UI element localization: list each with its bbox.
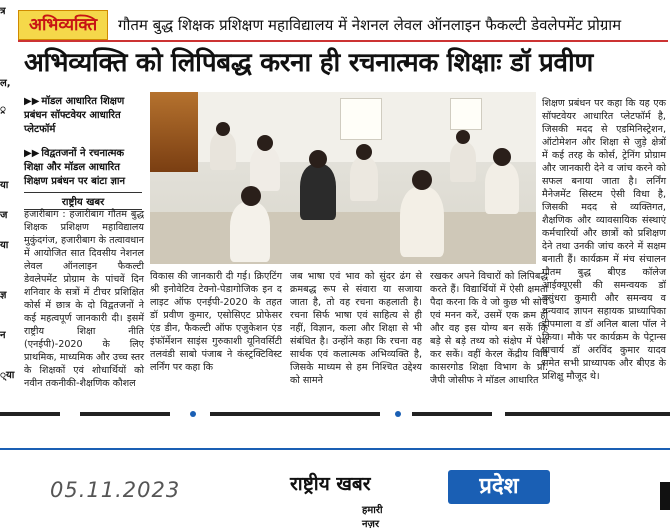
fragment-text: ज्ञ <box>0 290 7 301</box>
section-tag: अभिव्यक्ति <box>18 10 108 40</box>
highlight-bullets <box>24 95 142 199</box>
masthead-title: राष्ट्रीय खबर <box>290 468 450 500</box>
student-figure <box>485 162 519 214</box>
student-figure <box>350 157 378 201</box>
header-strip <box>18 10 668 42</box>
masthead-edition: प्रदेश <box>448 470 550 504</box>
newspaper-footer <box>0 448 670 530</box>
fragment-text: ्र <box>0 104 6 115</box>
fragment-text: न <box>0 330 6 341</box>
bullet-text: मॉडल आधारित शिक्षण प्रबंधन सॉफ्टवेयर आधारित प्लेटफॉर्म <box>24 96 125 135</box>
divider-dash <box>210 412 380 416</box>
divider-dot <box>190 411 196 417</box>
student-figure <box>250 147 280 191</box>
divider-dash <box>412 412 492 416</box>
arrow-bullet-icon: ▶▶ <box>24 96 40 107</box>
article-column: रखकर अपने विचारों को लिपिबद्ध करते हैं। विद्यार्थियों में ऐसी क्षमता पैदा करना कि वे जो कुछ भी सोचें एवं मनन करें, उसमें एक क्रम हो और वह इस योग्य बन सकें कि बड़े से बड़े तथ्य को संक्षेप में पेश कर सकें। वहीं केरल केंद्रीय विवि कासरगोड शिक्षा विभाग के प्रो. जैपी जोसीफ ने मॉडल आधारित <box>430 271 548 386</box>
student-figure <box>230 202 270 262</box>
left-column-fragment <box>0 0 14 430</box>
fragment-text: ज <box>0 210 8 221</box>
student-head <box>309 150 327 168</box>
edge-block <box>660 482 670 510</box>
page-divider <box>0 408 670 418</box>
photo-board <box>150 92 198 172</box>
student-head <box>412 170 432 190</box>
article-column: जब भाषा एवं भाव को सुंदर ढंग से क्रमबद्ध रूप से संवारा या सजाया जाता है, तो वह रचना कहलाती है। रचना सिर्फ भाषा एवं साहित्य से ही नहीं, विज्ञान, कला और शिक्षा से भी संबंधित है। उन्होंने कहा कि रचना वह सार्थक एवं कलात्मक अभिव्यक्ति है, जिसके माध्यम से हम निश्चित उद्देश्य को सामने <box>290 271 422 386</box>
fragment-text: ्या <box>0 370 15 381</box>
fragment-text: ल, <box>0 78 11 89</box>
student-head <box>257 135 273 151</box>
student-head <box>356 144 372 160</box>
student-figure <box>300 164 336 220</box>
student-head <box>456 130 470 144</box>
fragment-text: या <box>0 240 9 251</box>
photo-floor <box>150 212 536 264</box>
bullet-item <box>24 95 142 137</box>
student-figure <box>210 132 236 170</box>
masthead-tagline: हमारी नज़र <box>362 505 383 530</box>
article-column: शिक्षण प्रबंधन पर कहा कि यह एक सॉफ्टवेयर आधारित प्लेटफॉर्म है, जिसकी मदद से एडमिनिस्ट्रेशन, ऑटोमेशन और शिक्षा से जुड़े क्षेत्रों में कई तरह के कोर्स, ट्रेनिंग प्रोग्राम और जानकारी देने व जांच करने को सफल बनाया जाता है। लर्निंग मैनेजमेंट सिस्टम ऐसी विधा है, जिसकी मदद से व्यक्तिगत, शैक्षणिक और व्यावसायिक संस्थाएं कर्मचारियों और छात्रों को प्रशिक्षण देने तथा उनकी जांच करने में सक्षम बनाती हैं। कार्यक्रम में मंच संचालन गौतम बुद्ध बीएड कॉलेज आईक्यूएसी की समन्वयक डॉ बसुंधरा कुमारी और समन्वय व धन्यवाद ज्ञापन सहायक प्राध्यापिका दीपमाला व डॉ अनिल बाला पॉल ने किया। मौके पर कार्यक्रम के पेट्रान्स प्राचार्य डॉ अरविंद कुमार यादव समेत सभी प्राध्यापक और बीएड के प्रशिक्षु मौजूद थे। <box>542 98 666 382</box>
photo-window <box>340 98 382 140</box>
bullet-item <box>24 147 142 189</box>
student-head <box>493 148 511 166</box>
student-figure <box>450 142 476 182</box>
article-column: हजारीबाग : हजारीबाग गौतम बुद्ध शिक्षक प्रशिक्षण महाविद्यालय मुकुंदगंज, हजारीबाग के तत्वावधान में आयोजित सात दिवसीय नेशनल लेवल ऑनलाइन फैकल्टी डेवलेपमेंट प्रोग्राम के पांचवें दिन शनिवार के सत्रों में टीचर प्रशिक्षित कोर्स में छात्र के दो विद्वतजनों ने कई महत्वपूर्ण जानकारी दी। इसमें राष्ट्रीय शिक्षा नीति (एनईपी)-2020 के लिए प्राथमिक, माध्यमिक और उच्च स्तर के शिक्षकों एवं शोधार्थियों को नवीन तकनीकी-शैक्षणिक कौशल <box>24 209 144 389</box>
student-figure <box>400 187 444 257</box>
arrow-bullet-icon: ▶▶ <box>24 148 40 159</box>
bullet-text: विद्वतजनों ने रचनात्मक शिक्षा और मॉडल आधारित शिक्षण प्रबंधन पर बांटा ज्ञान <box>24 148 126 187</box>
divider-dash <box>0 412 60 416</box>
news-article <box>18 0 668 430</box>
article-column: विकास की जानकारी दी गई। क्रिएटिंग श्री इनोवेटिव टेक्नो-पेडागोजिक इन द लाइट ऑफ एनईपी-2020 के तहत डॉ प्रवीण कुमार, एसोसिएट प्रोफेसर एंड डीन, फैकल्टी ऑफ एजुकेशन एंड इंफॉर्मेशन साइंस गुरुकाशी यूनिवर्सिटी तलवंडी साबो पंजाब ने कंस्ट्रक्टिविस्ट लर्निंग पर कहा कि <box>150 271 282 373</box>
photo-window <box>450 98 482 130</box>
divider-dash <box>505 412 670 416</box>
student-head <box>216 122 230 136</box>
fragment-text: त्र <box>0 6 6 17</box>
article-photo <box>150 92 536 264</box>
divider-dot <box>395 411 401 417</box>
kicker: गौतम बुद्ध शिक्षक प्रशिक्षण महाविद्यालय में नेशनल लेवल ऑनलाइन फैकल्टी डेवलेपमेंट प्रोग्राम <box>118 16 622 34</box>
student-head <box>241 186 261 206</box>
divider-dash <box>80 412 170 416</box>
headline: अभिव्यक्ति को लिपिबद्ध करना ही रचनात्मक शिक्षाः डॉ प्रवीण <box>24 48 593 78</box>
fragment-text: या <box>0 180 9 191</box>
publication-date: 05.11.2023 <box>50 478 181 502</box>
byline: राष्ट्रीय खबर <box>24 192 142 210</box>
